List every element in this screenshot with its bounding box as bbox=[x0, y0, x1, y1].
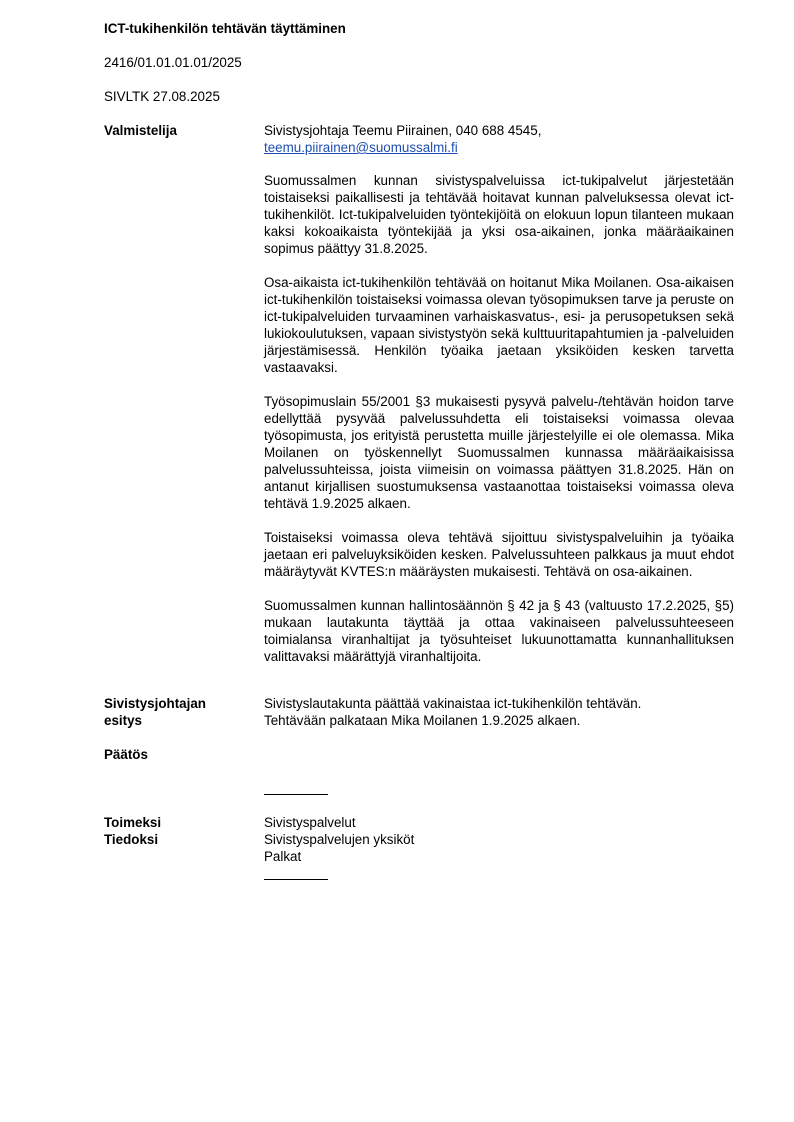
preparer-label: Valmistelija bbox=[104, 123, 177, 138]
paragraph-administrative-rule: Suomussalmen kunnan hallintosäännön § 42 ja § 43 (valtuusto 17.2.2025, §5) mukaan lautakunta täyttää ja ottaa vakinaiseen palvelussuhteeseen toimialansa viranhaltijat ja työsuhteiset lukuunottamatta kunnanhallituksen valittavaksi määrättyjä viranhaltijoita. bbox=[264, 598, 734, 664]
preparer-contact-block bbox=[264, 122, 734, 156]
proposal-text bbox=[264, 695, 734, 729]
distribution-divider bbox=[264, 879, 328, 880]
distribution-item: Sivistyspalvelujen yksiköt bbox=[264, 832, 415, 847]
proposal-label-line2: esitys bbox=[104, 713, 142, 728]
decision-divider bbox=[264, 794, 328, 795]
paragraph-ict-support: Suomussalmen kunnan sivistyspalveluissa ict-tukipalvelut järjestetään toistaiseksi paikallisesti ja tehtävää hoitavat kunnan palveluksessa olevat ict-tukihenkilöt. Ict-tukipalveluiden työntekijöitä on elokuun lopun tilanteen mukaan kaksi kokoaikaista työntekijää ja yksi osa-aikainen, jonka määräaikainen sopimus päättyy 31.8.2025. bbox=[264, 173, 734, 256]
preparation-text bbox=[264, 172, 734, 665]
distribution-item: Palkat bbox=[264, 849, 302, 864]
paragraph-part-time-role: Osa-aikaista ict-tukihenkilön tehtävää on hoitanut Mika Moilanen. Osa-aikaisen ict-tukihenkilön toistaiseksi voimassa olevan työsopimuksen tarve ja peruste on ict-tukipalveluiden turvaaminen varhaiskasvatus-, esi- ja perusopetuksen sekä lukiokoulutuksen, vapaan sivistystyön sekä kulttuuritapahtumien ja -palveluiden järjestämisessä. Henkilön työaika jaetaan yksiköiden kesken tarvetta vastaavaksi. bbox=[264, 275, 734, 375]
meeting-reference: SIVLTK 27.08.2025 bbox=[104, 89, 220, 104]
paragraph-placement: Toistaiseksi voimassa oleva tehtävä sijoittuu sivistyspalveluihin ja työaika jaetaan eri palveluyksiköiden kesken. Palvelussuhteen palkkaus ja muut ehdot määräytyvät KVTES:n määräysten mukaisesti. Tehtävä on osa-aikainen. bbox=[264, 530, 734, 579]
proposal-line2: Tehtävään palkataan Mika Moilanen 1.9.2025 alkaen. bbox=[264, 713, 581, 728]
preparer-contact: Sivistysjohtaja Teemu Piirainen, 040 688 4545, bbox=[264, 123, 542, 138]
proposal-label bbox=[104, 695, 206, 729]
proposal-line1: Sivistyslautakunta päättää vakinaistaa ict-tukihenkilön tehtävän. bbox=[264, 696, 642, 711]
distribution-list bbox=[264, 814, 734, 865]
toimeksi-label: Toimeksi bbox=[104, 815, 162, 830]
proposal-label-line1: Sivistysjohtajan bbox=[104, 696, 206, 711]
decision-label: Päätös bbox=[104, 747, 148, 762]
distribution-item: Sivistyspalvelut bbox=[264, 815, 356, 830]
document-number: 2416/01.01.01.01/2025 bbox=[104, 55, 242, 70]
tiedoksi-label: Tiedoksi bbox=[104, 832, 159, 847]
preparer-email-link[interactable]: teemu.piirainen@suomussalmi.fi bbox=[264, 140, 458, 155]
paragraph-employment-law: Työsopimuslain 55/2001 §3 mukaisesti pysyvä palvelu-/tehtävän hoidon tarve edellyttää pysyvää palvelussuhdetta eli toistaiseksi voimassa olevaa työsopimusta, jos erityistä perustetta muille järjestelyille ei ole olemassa. Mika Moilanen on työskennellyt Suomussalmen kunnassa määräaikaisissa palvelussuhteissa, joista viimeisin on voimassa päättyen 31.8.2025. Hän on antanut kirjallisen suostumuksensa vastaanottaa toistaiseksi voimassa oleva tehtävä 1.9.2025 alkaen. bbox=[264, 394, 734, 511]
document-title: ICT-tukihenkilön tehtävän täyttäminen bbox=[104, 21, 346, 36]
